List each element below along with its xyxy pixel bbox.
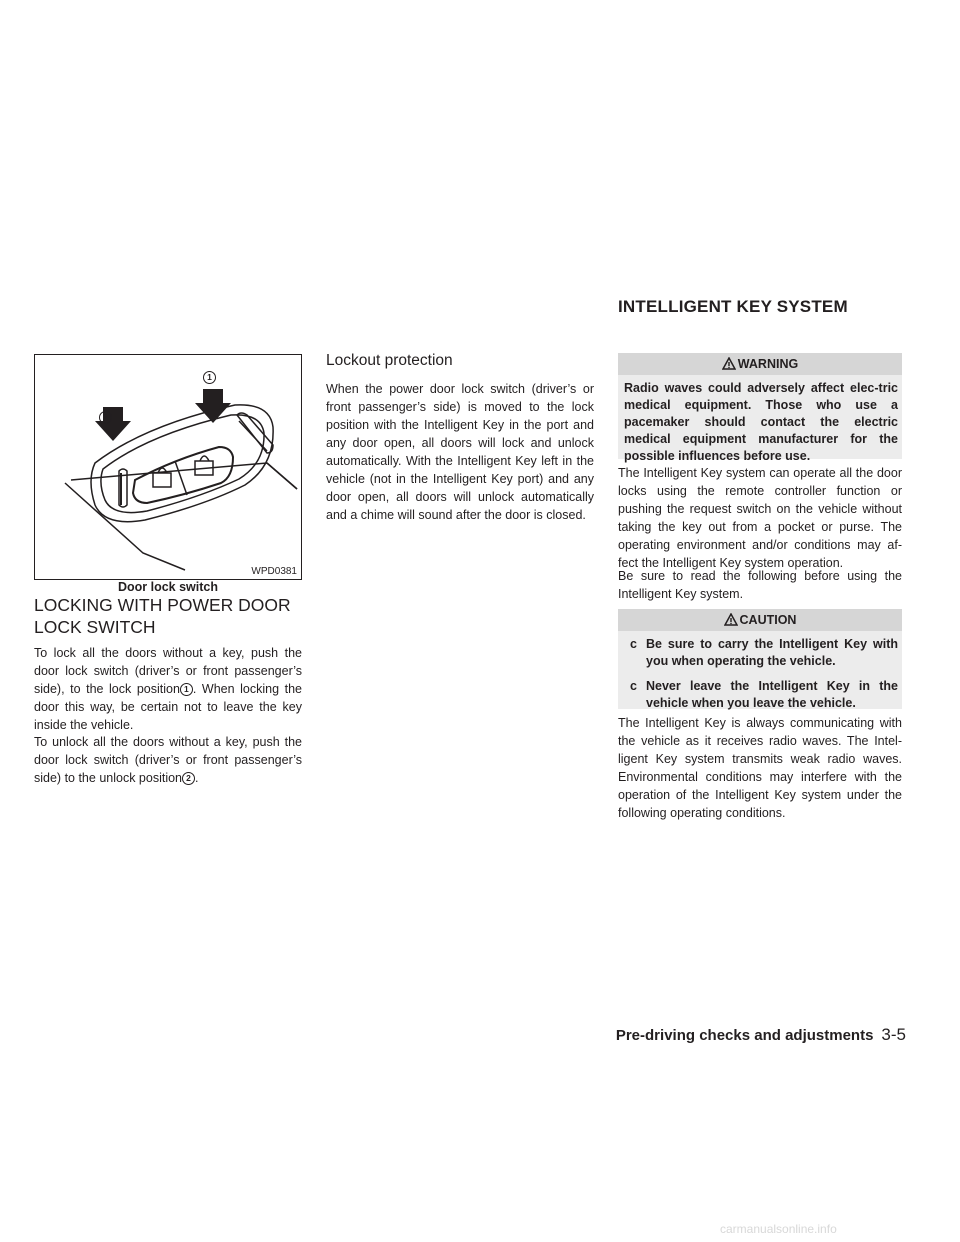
callout-2: 2: [99, 408, 112, 426]
section-title: INTELLIGENT KEY SYSTEM: [618, 297, 848, 316]
position-2-marker: 2: [182, 772, 195, 785]
footer-section-title: Pre-driving checks and adjustments: [615, 1027, 874, 1044]
locking-paragraph-1: To lock all the doors without a key, push the door lock switch (driver’s or front passenger’s side), to the lock position 1 . When locking the door this way, be certain not to leave the key inside the vehicle.: [34, 646, 302, 732]
caution-item: c Be sure to carry the Intelligent Key with you when operating the vehicle.: [630, 637, 898, 668]
locking-paragraph-2: To unlock all the doors without a key, push the door lock switch (driver’s or front passenger’s side) to the unlock position 2 .: [34, 735, 302, 785]
lockout-paragraph: When the power door lock switch (driver’s or front passenger’s side) is moved to the lock position with the Intelligent Key in the port and any door open, all doors will lock and unlock automatically. With the Intelligent Key left in the vehicle (not in the Intelligent Key port) and any door open, all doors will unlock automatically and a chime will sound after the door is closed.: [326, 382, 594, 522]
figure-code: WPD0381: [251, 566, 297, 577]
caution-icon: [724, 611, 738, 633]
page-number: 3-5: [881, 1025, 906, 1044]
closing-paragraph: The Intelligent Key is always communicating with the vehicle as it receives radio waves. The Intel-ligent Key system transmits weak radio waves. Environmental conditions may interfere with the operation of the Intelligent Key system under the following operating conditions.: [618, 716, 902, 820]
intro-paragraph-2: Be sure to read the following before using the Intelligent Key system.: [618, 569, 902, 601]
bullet-icon: c: [630, 637, 637, 651]
locking-heading: LOCKING WITH POWER DOOR LOCK SWITCH: [34, 595, 291, 637]
warning-header: WARNING: [618, 353, 902, 375]
caution-item: c Never leave the Intelligent Key in the vehicle when you leave the vehicle.: [630, 679, 898, 710]
intro-paragraph-1: The Intelligent Key system can operate all the door locks using the remote controller function or pushing the request switch on the vehicle without taking the key out from a pocket or purse. The operating environment and/or conditions may af-fect the Intelligent Key system operation.: [618, 466, 902, 570]
lock-arrow-icon: [195, 389, 231, 423]
caution-header: CAUTION: [618, 609, 902, 631]
warning-text: Radio waves could adversely affect elec-tric medical equipment. Those who use a pacemaker should contact the electric medical equipment manufacturer for the possible influences before use.: [618, 375, 902, 459]
watermark: carmanualsonline.info: [720, 1222, 837, 1236]
callout-1: 1: [203, 368, 216, 386]
page-footer: [610, 1025, 906, 1045]
door-lock-switch-figure: [34, 354, 302, 580]
figure-caption: Door lock switch: [117, 580, 219, 594]
lockout-heading: Lockout protection: [326, 352, 453, 369]
warning-icon: [722, 355, 736, 377]
door-lock-switch-illustration: [35, 355, 301, 579]
bullet-icon: c: [630, 679, 637, 693]
caution-list: [618, 631, 902, 709]
position-1-marker: 1: [180, 683, 193, 696]
